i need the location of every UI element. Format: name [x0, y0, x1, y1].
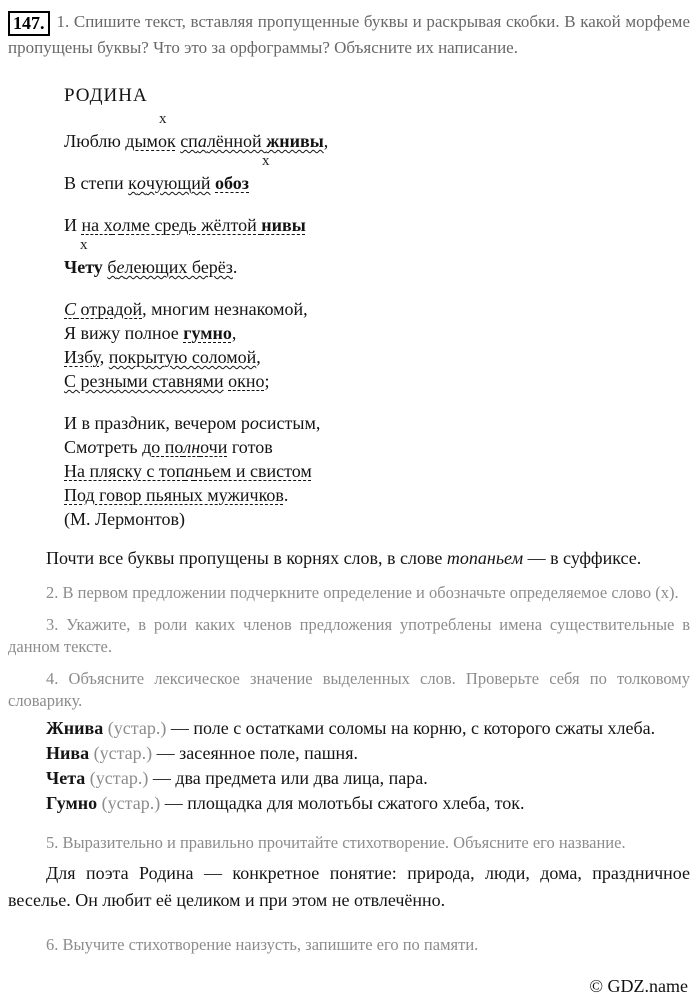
x-mark: х [159, 111, 167, 127]
x-mark: х [80, 237, 88, 253]
poem [64, 85, 690, 531]
definition-zhniva: Жнива (устар.) — поле с остатками соломы на корню, с которого сжаты хлеба. [46, 718, 656, 738]
definition-gumno: Гумно (устар.) — площадка для молотьбы сжатого хлеба, ток. [46, 793, 525, 813]
instruction-text: 1. Спишите текст, вставляя пропущенные буквы и раскрывая скобки. В какой морфеме пропущены буквы? Что это за орфограммы? Объясните их написание. [8, 12, 690, 57]
x-mark-line [64, 111, 690, 129]
poem-line: И на холме средь жёлтой нивы [64, 215, 306, 235]
answer-orthograms: Почти все буквы пропущены в корнях слов, в слове топаньем — в суффиксе. [46, 548, 642, 568]
poem-line: Избу, покрытую соломой, [64, 347, 261, 367]
copyright-watermark: © GDZ.name [589, 976, 688, 996]
poem-line: Под говор пьяных мужичков. [64, 485, 289, 505]
x-mark-line [64, 153, 690, 171]
task-4: 4. Объясните лексическое значение выделенных слов. Проверьте себя по толковому словарику. [8, 669, 690, 710]
answer-rodina: Для поэта Родина — конкретное понятие: природа, люди, дома, праздничное веселье. Он любит её целиком и при этом не отвлечённо. [8, 863, 690, 910]
poem-title: РОДИНА [64, 85, 148, 106]
poem-line: На пляску с топаньем и свистом [64, 461, 312, 481]
poem-line: Чету белеющих берёз. [64, 257, 238, 277]
definition-cheta: Чета (устар.) — два предмета или два лица, пара. [46, 768, 428, 788]
poem-line: Смотреть до полночи готов [64, 437, 273, 457]
exercise-number-badge: 147. [8, 11, 50, 36]
task-2: 2. В первом предложении подчеркните определение и обозначьте определяемое слово (х). [46, 583, 679, 602]
poem-line: Люблю дымок спалённой жнивы, [64, 131, 329, 151]
poem-line: С отрадой, многим незнакомой, [64, 299, 308, 319]
poem-line: С резными ставнями окно; [64, 371, 270, 391]
x-mark: х [262, 153, 270, 169]
task-5: 5. Выразительно и правильно прочитайте стихотворение. Объясните его название. [46, 833, 626, 852]
poem-line: И в праздник, вечером росистым, [64, 413, 321, 433]
task-6: 6. Выучите стихотворение наизусть, запишите его по памяти. [46, 935, 479, 954]
x-mark-line [64, 237, 690, 255]
definition-niva: Нива (устар.) — засеянное поле, пашня. [46, 743, 358, 763]
task-3: 3. Укажите, в роли каких членов предложения употреблены имена существительные в данном тексте. [8, 615, 690, 656]
exercise-instruction [8, 10, 690, 59]
poem-author: (М. Лермонтов) [64, 509, 185, 529]
definitions-list [8, 716, 690, 816]
poem-line: Я вижу полное гумно, [64, 323, 237, 343]
poem-line: В степи кочующий обоз [64, 173, 250, 193]
